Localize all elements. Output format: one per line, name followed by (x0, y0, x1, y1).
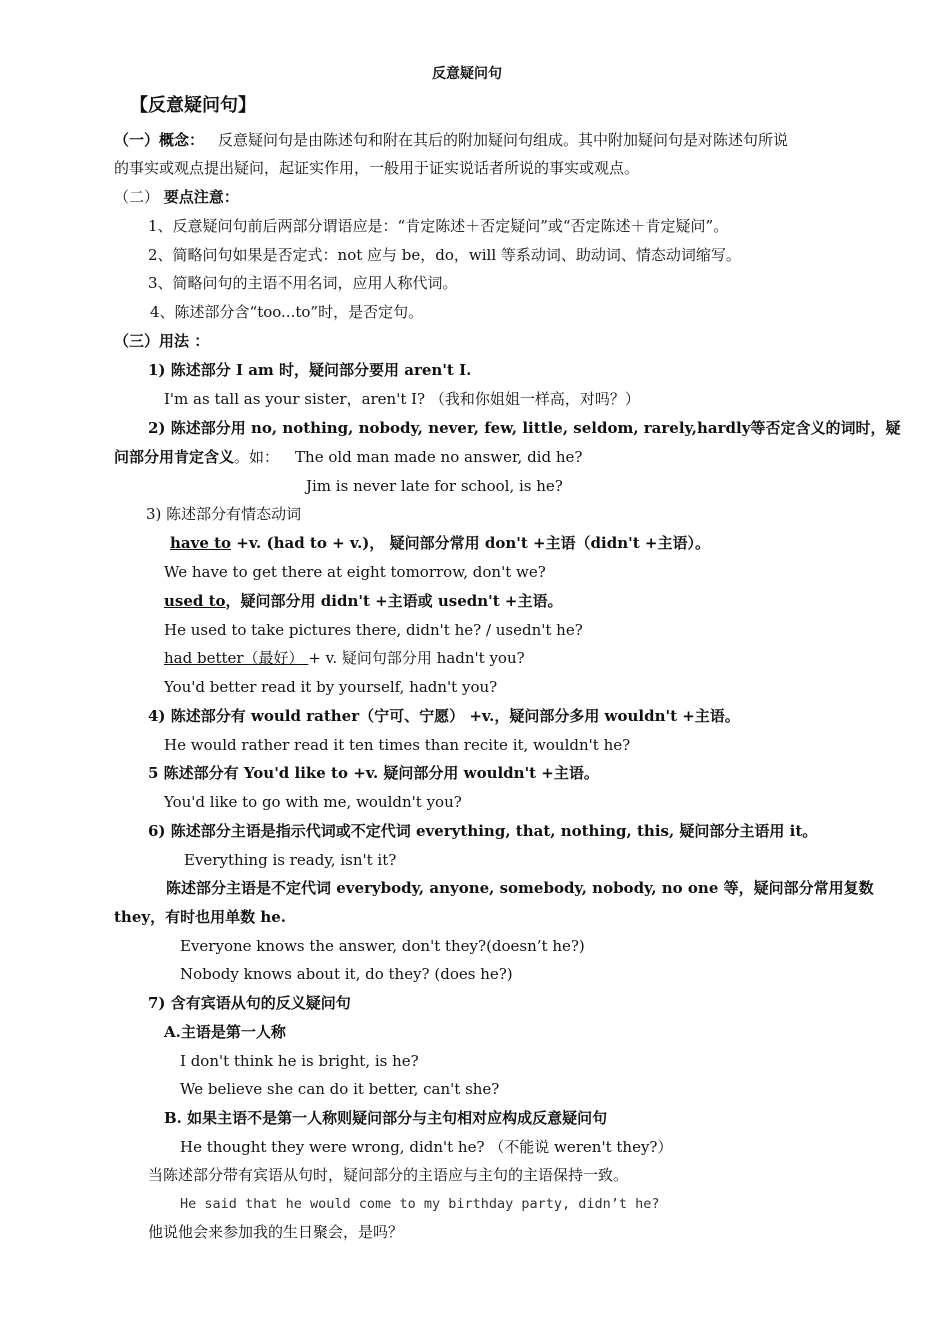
rule-7b-example: He thought they were wrong, didn't he? （不能说 weren't they?） (180, 1138, 673, 1156)
rule-3b-example: He used to take pictures there, didn't he? / usedn't he? (164, 621, 583, 639)
rule-6b-heading: 陈述部分主语是不定代词 everybody, anyone, somebody, nobody, no one 等，疑问部分常用复数 (166, 879, 874, 897)
rule-7b-heading: B. 如果主语不是第一人称则疑问部分与主句相对应构成反意疑问句 (164, 1109, 608, 1127)
usage-heading: （三）用法 ： (114, 332, 210, 350)
rule-7a-heading: A.主语是第一人称 (164, 1023, 286, 1041)
rule-4-heading: 4) 陈述部分有 would rather（宁可、宁愿） +v.，疑问部分多用 wouldn't +主语。 (148, 707, 740, 725)
rule-5-example: You'd like to go with me, wouldn't you? (164, 793, 462, 811)
note-translation: 他说他会来参加我的生日聚会，是吗？ (148, 1223, 404, 1241)
section-heading: 【反意疑问句】 (130, 95, 256, 116)
concept-line-1 (114, 130, 788, 150)
rule-2-heading: 2) 陈述部分用 no, nothing, nobody, never, few, little, seldom, rarely,hardly等否定含义的词时，疑 (148, 419, 901, 437)
note-point-2: 2、简略问句如果是否定式：not 应与 be，do，will 等系动词、助动词、情态动词缩写。 (148, 246, 741, 264)
rule-3a-heading: have to +v. (had to + v.)， 疑问部分常用 don't +主语（didn't +主语）。 (170, 534, 710, 552)
note-point-3: 3、简略问句的主语不用名词，应用人称代词。 (148, 274, 458, 292)
rule-3b-heading: used to，疑问部分用 didn't +主语或 usedn't +主语。 (164, 592, 563, 610)
rule-2-heading-cont: 问部分用肯定含义。如： The old man made no answer, did he? (114, 448, 583, 466)
note-point-4: 4、陈述部分含“too...to”时，是否定句。 (150, 303, 424, 321)
rule-5-heading: 5 陈述部分有 You'd like to +v. 疑问部分用 wouldn't +主语。 (148, 764, 599, 782)
rule-3c-example: You'd better read it by yourself, hadn't you? (164, 678, 498, 696)
note-line: 当陈述部分带有宾语从句时，疑问部分的主语应与主句的主语保持一致。 (148, 1166, 629, 1184)
rule-6b-example-1: Everyone knows the answer, don't they?(doesn’t he?) (180, 937, 585, 955)
rule-2-example-1: The old man made no answer, did he? (295, 448, 583, 466)
note-point-1: 1、反意疑问句前后两部分谓语应是：“肯定陈述＋否定疑问”或“否定陈述＋肯定疑问”。 (148, 217, 729, 235)
rule-6-heading: 6) 陈述部分主语是指示代词或不定代词 everything, that, nothing, this, 疑问部分主语用 it。 (148, 822, 818, 840)
note-example: He said that he would come to my birthday party, didn’t he? (180, 1196, 660, 1212)
rule-7a-example-1: I don't think he is bright, is he? (180, 1052, 419, 1070)
concept-label: （一）概念： (114, 131, 205, 149)
rule-4-example: He would rather read it ten times than recite it, wouldn't he? (164, 736, 631, 754)
rule-3a-example: We have to get there at eight tomorrow, don't we? (164, 563, 546, 581)
rule-3-heading: 3) 陈述部分有情态动词 (146, 505, 302, 523)
concept-text: 反意疑问句是由陈述句和附在其后的附加疑问句组成。其中附加疑问句是对陈述句所说 (218, 131, 789, 149)
rule-7a-example-2: We believe she can do it better, can't she? (180, 1080, 500, 1098)
concept-line-2: 的事实或观点提出疑问，起证实作用，一般用于证实说话者所说的事实或观点。 (114, 159, 640, 177)
rule-6b-heading-cont: they，有时也用单数 he. (114, 908, 286, 926)
rule-3c-heading: had better（最好） + v. 疑问句部分用 hadn't you? (164, 649, 525, 667)
rule-6-example: Everything is ready, isn't it? (184, 851, 397, 869)
rule-7-heading: 7) 含有宾语从句的反义疑问句 (148, 994, 351, 1012)
notes-heading: （二） 要点注意： (114, 188, 239, 206)
rule-1-heading: 1) 陈述部分 I am 时，疑问部分要用 aren't I. (148, 361, 472, 379)
rule-1-example: I'm as tall as your sister，aren't I? （我和你姐姐一样高，对吗？） (164, 390, 640, 408)
rule-2-example-2: Jim is never late for school, is he? (306, 477, 563, 495)
rule-6b-example-2: Nobody knows about it, do they? (does he?) (180, 965, 513, 983)
document-title: 反意疑问句 (432, 66, 502, 82)
